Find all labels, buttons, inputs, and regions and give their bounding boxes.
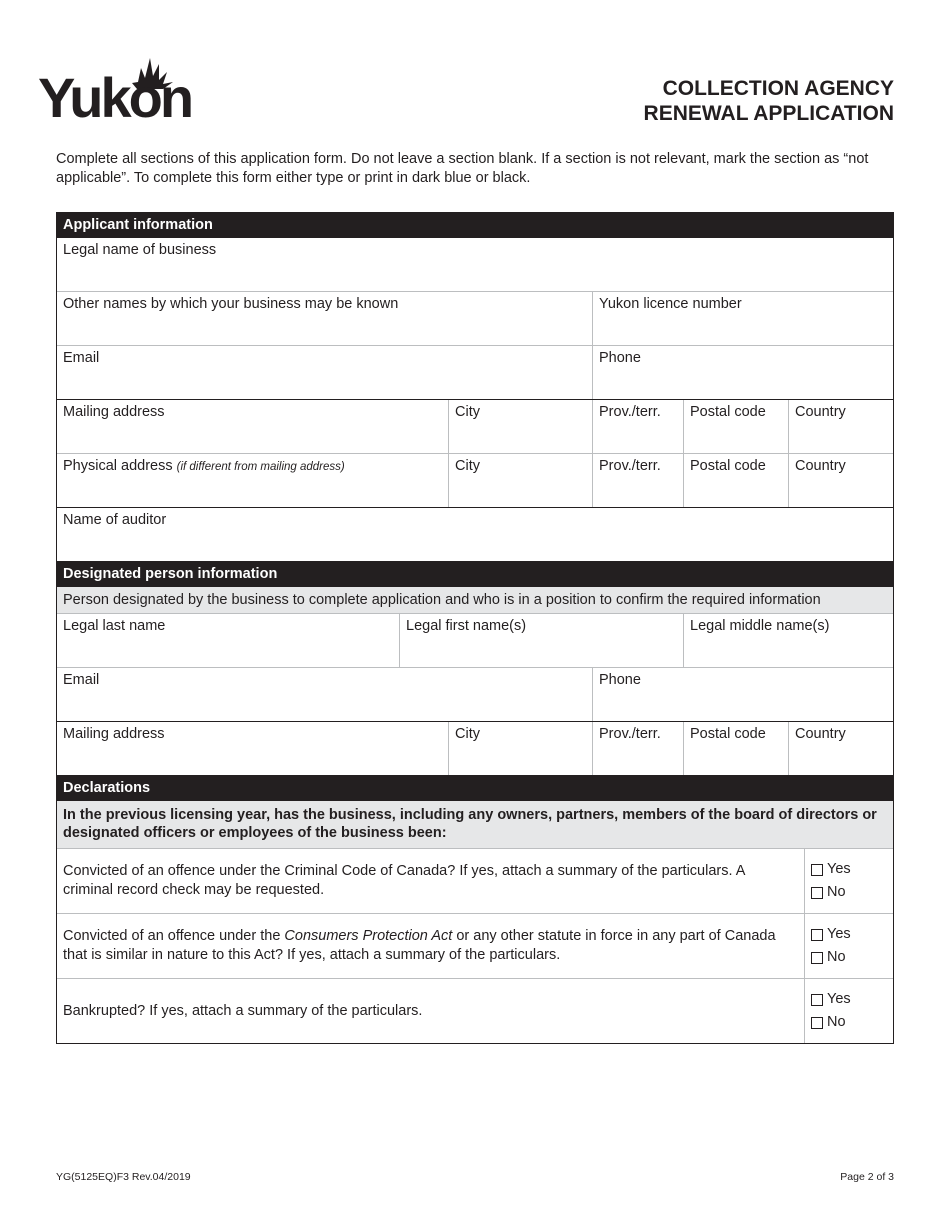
designated-phone-field[interactable] xyxy=(592,668,893,721)
checkbox-icon[interactable] xyxy=(811,887,823,899)
answer-criminal-code xyxy=(804,849,893,913)
row-applicant-contact xyxy=(57,346,893,400)
intro-text: Complete all sections of this application form. Do not leave a section blank. If a section is not relevant, mark the section as “not applicable”. To complete this form either type or print in dark blue or black. xyxy=(56,151,869,186)
section-applicant-heading: Applicant information xyxy=(57,212,893,238)
city-label: City xyxy=(455,404,480,420)
prov-label: Prov./terr. xyxy=(599,404,661,420)
mailing-address-label: Mailing address xyxy=(63,726,165,742)
yes-label: Yes xyxy=(827,991,851,1007)
no-option[interactable] xyxy=(811,1011,893,1034)
row-auditor xyxy=(57,508,893,561)
section-designated-subheading: Person designated by the business to complete application and who is in a position to confirm the required information xyxy=(57,587,893,614)
title-line-2: RENEWAL APPLICATION xyxy=(643,102,894,125)
applicant-email-field[interactable] xyxy=(57,346,592,399)
city-label: City xyxy=(455,726,480,742)
applicant-mailing-prov-field[interactable] xyxy=(592,400,683,453)
no-label: No xyxy=(827,949,846,965)
other-names-field[interactable] xyxy=(57,292,592,345)
applicant-phone-field[interactable] xyxy=(592,346,893,399)
q2-act-name: Consumers Protection Act xyxy=(284,928,453,944)
designated-city-field[interactable] xyxy=(448,722,592,775)
declaration-criminal-code xyxy=(57,849,893,914)
yes-label: Yes xyxy=(827,861,851,877)
row-applicant-mailing xyxy=(57,400,893,454)
applicant-physical-address-field[interactable] xyxy=(57,454,448,507)
physical-address-hint: (if different from mailing address) xyxy=(176,461,345,473)
designated-middle-name-field[interactable] xyxy=(683,614,893,667)
postal-label: Postal code xyxy=(690,458,766,474)
q2-text-start: Convicted of an offence under the xyxy=(63,928,285,944)
form-title xyxy=(644,76,894,126)
mailing-address-label: Mailing address xyxy=(63,404,165,420)
country-label: Country xyxy=(795,458,846,474)
no-option[interactable] xyxy=(811,946,893,969)
designated-prov-field[interactable] xyxy=(592,722,683,775)
checkbox-icon[interactable] xyxy=(811,1017,823,1029)
logo-wordmark: Yukon xyxy=(38,66,192,129)
section-designated-heading: Designated person information xyxy=(57,561,893,587)
applicant-physical-country-field[interactable] xyxy=(788,454,893,507)
last-name-label: Legal last name xyxy=(63,618,166,634)
declaration-consumers-act xyxy=(57,914,893,979)
city-label: City xyxy=(455,458,480,474)
row-designated-mailing xyxy=(57,722,893,775)
legal-name-label: Legal name of business xyxy=(63,242,217,258)
legal-name-field[interactable] xyxy=(57,238,893,291)
yes-option[interactable] xyxy=(811,988,893,1011)
designated-email-field[interactable] xyxy=(57,668,592,721)
designated-email-label: Email xyxy=(63,672,100,688)
section-declarations-heading: Declarations xyxy=(57,775,893,801)
yukon-logo xyxy=(38,54,210,129)
licence-number-label: Yukon licence number xyxy=(599,296,742,312)
checkbox-icon[interactable] xyxy=(811,929,823,941)
designated-country-field[interactable] xyxy=(788,722,893,775)
question-consumers-act xyxy=(57,914,804,978)
yes-label: Yes xyxy=(827,926,851,942)
applicant-email-label: Email xyxy=(63,350,100,366)
answer-consumers-act xyxy=(804,914,893,978)
checkbox-icon[interactable] xyxy=(811,864,823,876)
designated-phone-label: Phone xyxy=(599,672,641,688)
form-code: YG(5125EQ)F3 Rev.04/2019 xyxy=(56,1171,191,1183)
row-legal-name xyxy=(57,238,893,292)
designated-postal-field[interactable] xyxy=(683,722,788,775)
applicant-mailing-postal-field[interactable] xyxy=(683,400,788,453)
declaration-bankrupted xyxy=(57,979,893,1043)
auditor-label: Name of auditor xyxy=(63,512,167,528)
applicant-physical-prov-field[interactable] xyxy=(592,454,683,507)
yes-option[interactable] xyxy=(811,923,893,946)
licence-number-field[interactable] xyxy=(592,292,893,345)
country-label: Country xyxy=(795,726,846,742)
checkbox-icon[interactable] xyxy=(811,994,823,1006)
applicant-physical-city-field[interactable] xyxy=(448,454,592,507)
first-name-label: Legal first name(s) xyxy=(406,618,527,634)
postal-label: Postal code xyxy=(690,726,766,742)
page-number: Page 2 of 3 xyxy=(840,1171,894,1183)
applicant-mailing-city-field[interactable] xyxy=(448,400,592,453)
applicant-mailing-country-field[interactable] xyxy=(788,400,893,453)
question-bankrupted: Bankrupted? If yes, attach a summary of the particulars. xyxy=(63,1002,423,1019)
title-line-1: COLLECTION AGENCY xyxy=(662,77,894,100)
designated-first-name-field[interactable] xyxy=(399,614,683,667)
applicant-phone-label: Phone xyxy=(599,350,641,366)
q2-text-end: or any other statute in force in any part of Canada that is similar in nature to this Act? If yes, attach a summary of the particulars. xyxy=(63,928,776,963)
row-designated-contact xyxy=(57,668,893,722)
designated-last-name-field[interactable] xyxy=(57,614,399,667)
middle-name-label: Legal middle name(s) xyxy=(690,618,830,634)
row-other-names xyxy=(57,292,893,346)
row-applicant-physical xyxy=(57,454,893,508)
checkbox-icon[interactable] xyxy=(811,952,823,964)
no-option[interactable] xyxy=(811,881,893,904)
applicant-mailing-address-field[interactable] xyxy=(57,400,448,453)
no-label: No xyxy=(827,884,846,900)
application-form xyxy=(56,212,894,1044)
postal-label: Postal code xyxy=(690,404,766,420)
applicant-physical-postal-field[interactable] xyxy=(683,454,788,507)
declarations-intro: In the previous licensing year, has the business, including any owners, partners, members of the board of directors or designated officers or employees of the business been: xyxy=(57,801,893,849)
row-designated-names xyxy=(57,614,893,668)
other-names-label: Other names by which your business may be known xyxy=(63,296,399,312)
answer-bankrupted xyxy=(804,979,893,1043)
country-label: Country xyxy=(795,404,846,420)
prov-label: Prov./terr. xyxy=(599,726,661,742)
question-criminal-code: Convicted of an offence under the Criminal Code of Canada? If yes, attach a summary of the particulars. A criminal record check may be requested. xyxy=(63,863,745,898)
prov-label: Prov./terr. xyxy=(599,458,661,474)
no-label: No xyxy=(827,1014,846,1030)
designated-mailing-address-field[interactable] xyxy=(57,722,448,775)
auditor-field[interactable] xyxy=(57,508,893,561)
physical-address-label: Physical address xyxy=(63,458,173,474)
yes-option[interactable] xyxy=(811,858,893,881)
